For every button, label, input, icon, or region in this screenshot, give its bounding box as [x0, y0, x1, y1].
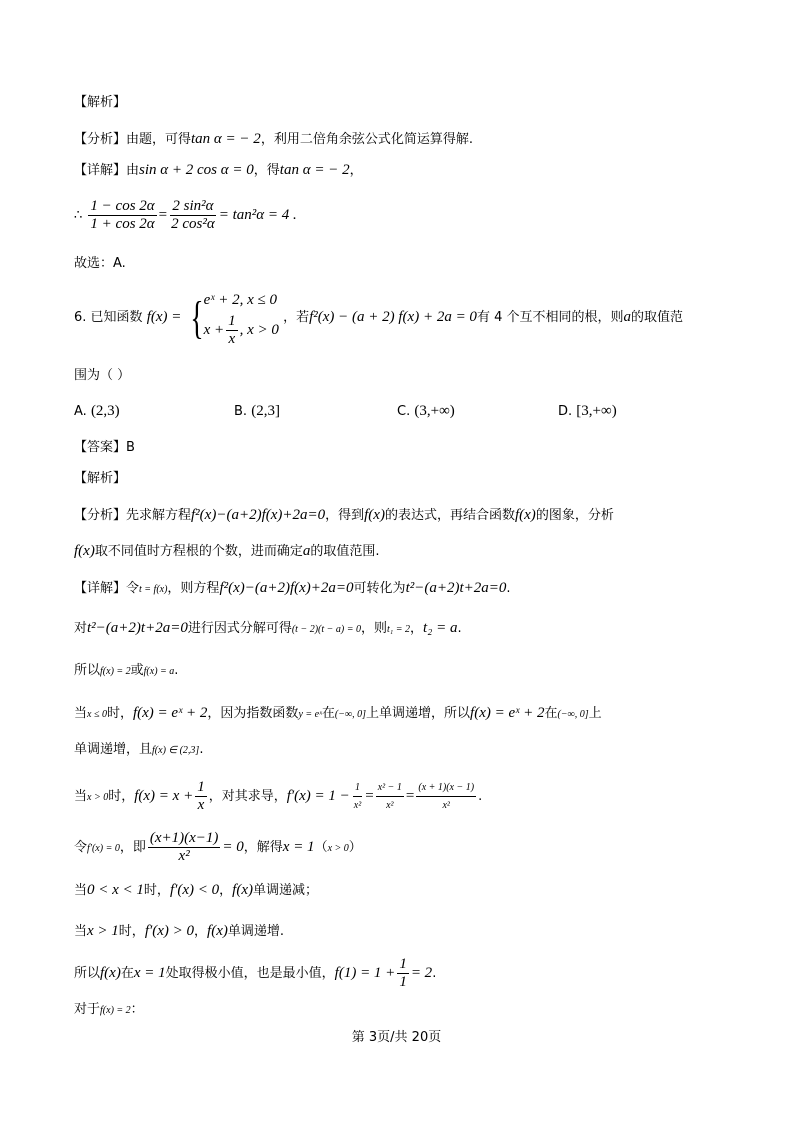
option-d: D. [3,+∞): [558, 403, 617, 419]
question-6-cont: 围为（ ）: [74, 368, 131, 383]
math: tan α = − 2: [279, 162, 350, 178]
question-number: 6. 已知函数: [74, 310, 143, 325]
math: = tan²α = 4 .: [218, 207, 297, 223]
text: ，得: [253, 163, 280, 178]
detail-2-line9: 当x > 1时，f′(x) > 0，f(x)单调递增.: [74, 923, 285, 939]
math: a: [623, 309, 631, 325]
text: 有 4 个互不相同的根，则: [476, 310, 624, 325]
detail-line: [74, 160, 363, 181]
fraction: $\frac{1 - \cos 2\alpha}{1 + \cos 2\alpha}$: [90, 198, 155, 232]
fraction-line: [74, 196, 297, 235]
text: 的取值范: [630, 310, 683, 325]
choice-line: 故选：A.: [74, 256, 126, 271]
section-tag-2: 【解析】: [74, 471, 127, 486]
piecewise: { eˣ + 2, x ≤ 0 x + $\frac{1}{x}$ , x > 0: [189, 291, 279, 348]
option-a: A. (2,3): [74, 403, 120, 419]
math: f²(x) − (a + 2) f(x) + 2a = 0: [309, 309, 477, 325]
therefore-symbol: ∴: [74, 208, 83, 223]
detail-2-line3: 所以f(x) = 2或f(x) = a.: [74, 663, 179, 678]
answer: 【答案】B: [74, 440, 135, 455]
option-c: C. (3,+∞): [397, 403, 455, 419]
text: 【分析】由题，可得: [74, 132, 192, 147]
text: ，: [349, 163, 363, 178]
detail-2-line4: 当x ≤ 0时，f(x) = eˣ + 2，因为指数函数y = eˣ在(−∞, 0]上单调递增，所以f(x) = eˣ + 2在(−∞, 0]上: [74, 705, 602, 721]
math: tan α = − 2: [191, 131, 261, 147]
math: =: [158, 207, 168, 223]
option-b: B. (2,3]: [234, 403, 280, 419]
detail-2-line6: 当x > 0时，f(x) = x + $\frac{1}{x}$ ，对其求导，f′(x) = 1 − $\frac{1}{\text{x²}}$ = $\frac{\text{x² − 1}}{\text{x²}}$ = $\frac{(x + 1)(x - 1)}{\text{x²}}$ .: [74, 779, 483, 813]
section-tag: 【解析】: [74, 95, 127, 110]
text: ，利用二倍角余弦公式化简运算得解.: [260, 132, 473, 147]
math: f(x) =: [146, 309, 182, 325]
fraction: $\frac{\text{2 sin²α}}{\text{2 cos²α}}$: [171, 198, 215, 232]
detail-2-line8: 当0 < x < 1时，f′(x) < 0，f(x)单调递减；: [74, 882, 319, 898]
detail-2-line2: 对t²−(a+2)t+2a=0进行因式分解可得(t − 2)(t − a) = 0，则t₁ = 2，t₂ = a.: [74, 620, 462, 636]
analysis-2-line1: 【分析】先求解方程f²(x)−(a+2)f(x)+2a=0，得到f(x)的表达式，再结合函数f(x)的图象，分析: [74, 507, 614, 523]
detail-2-line7: 令f′(x) = 0，即 $\frac{(x+1)(x-1)}{\text{x²}}$ = 0，解得x = 1（x > 0）: [74, 830, 362, 864]
text: ，若: [283, 310, 310, 325]
analysis-2-line2: f(x)取不同值时方程根的个数，进而确定a的取值范围.: [74, 543, 380, 559]
analysis-line: [74, 129, 473, 150]
math: sin α + 2 cos α = 0: [139, 162, 254, 178]
detail-2-line11: 对于f(x) = 2：: [74, 1002, 144, 1017]
detail-2-line1: 【详解】令t = f(x)，则方程f²(x)−(a+2)f(x)+2a=0可转化为t²−(a+2)t+2a=0.: [74, 580, 511, 596]
text: 【详解】由: [74, 163, 140, 178]
page-footer: 第 3页/共 20页: [351, 1030, 442, 1045]
question-6: [74, 284, 683, 351]
detail-2-line5: 单调递增，且f(x) ∈ (2,3].: [74, 742, 204, 757]
detail-2-line10: 所以f(x)在x = 1处取得极小值，也是最小值，f(1) = 1 + $\frac{1}{1}$ = 2.: [74, 956, 437, 990]
